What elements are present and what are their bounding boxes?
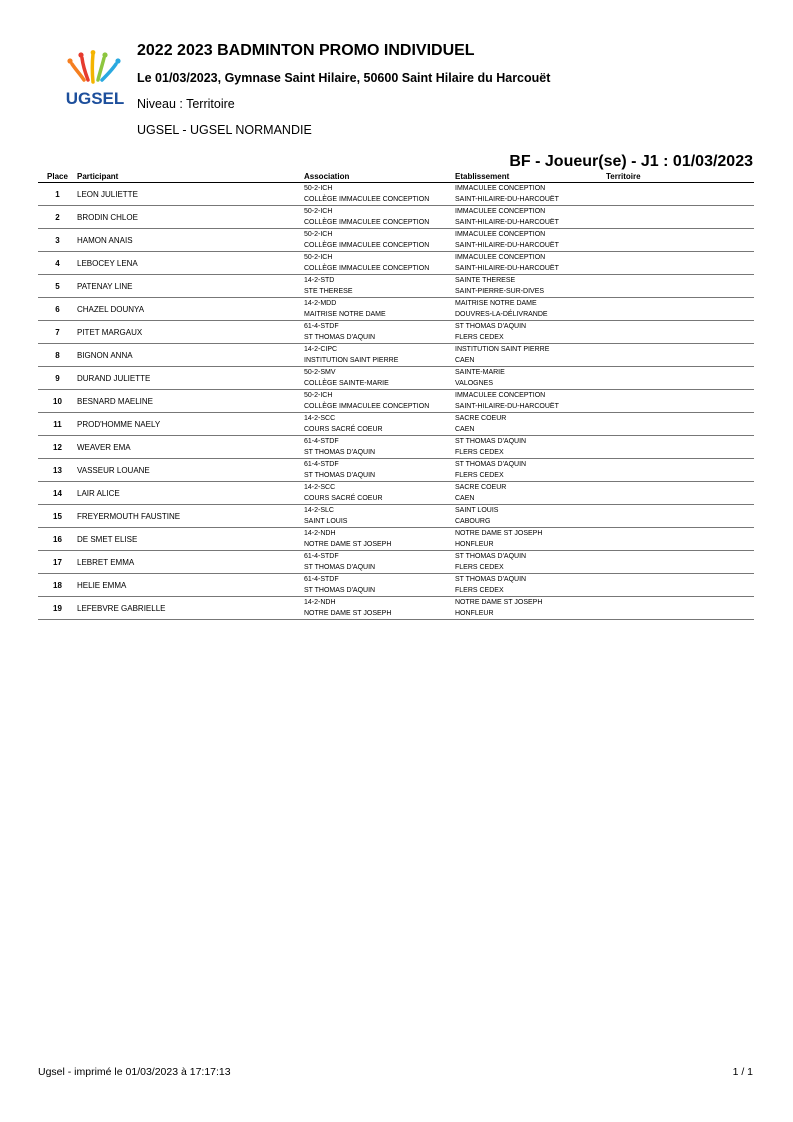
etablissement-name: SAINT LOUIS xyxy=(455,507,499,514)
etablissement-city: FLERS CEDEX xyxy=(455,562,606,574)
column-header-participant: Participant xyxy=(77,172,304,183)
place-cell: 18 xyxy=(38,574,77,597)
table-header-row xyxy=(38,172,754,183)
association-code: 14-2-SLC xyxy=(304,507,334,514)
ugsel-figures-icon xyxy=(62,50,128,108)
place-cell: 7 xyxy=(38,321,77,344)
column-header-place: Place xyxy=(38,172,77,183)
etablissement-name: NOTRE DAME ST JOSEPH xyxy=(455,599,543,606)
association-name: COLLÈGE IMMACULEE CONCEPTION xyxy=(304,401,455,413)
etablissement-city: HONFLEUR xyxy=(455,539,606,551)
participant-name: WEAVER EMA xyxy=(77,436,304,459)
place-cell: 11 xyxy=(38,413,77,436)
association-name: COLLÈGE IMMACULEE CONCEPTION xyxy=(304,240,455,252)
association-code: 14-2-NDH xyxy=(304,530,336,537)
table-row xyxy=(38,574,754,586)
etablissement-city: SAINT-HILAIRE-DU-HARCOUËT xyxy=(455,240,606,252)
participant-name: BRODIN CHLOE xyxy=(77,206,304,229)
place-cell: 12 xyxy=(38,436,77,459)
association-name: NOTRE DAME ST JOSEPH xyxy=(304,608,455,620)
table-row xyxy=(38,367,754,379)
place-cell: 15 xyxy=(38,505,77,528)
table-row xyxy=(38,597,754,609)
territoire-cell xyxy=(606,229,754,252)
logo-text: UGSEL xyxy=(65,89,125,108)
etablissement-city: FLERS CEDEX xyxy=(455,447,606,459)
etablissement-city: VALOGNES xyxy=(455,378,606,390)
participant-name: VASSEUR LOUANE xyxy=(77,459,304,482)
association-code: 50-2-ICH xyxy=(304,231,333,238)
page-number: 1 / 1 xyxy=(732,1066,753,1078)
association-code: 50-2-ICH xyxy=(304,254,333,261)
participant-name: LEFEBVRE GABRIELLE xyxy=(77,597,304,620)
event-subtitle: Le 01/03/2023, Gymnase Saint Hilaire, 50600 Saint Hilaire du Harcouët xyxy=(137,71,551,85)
territoire-cell xyxy=(606,597,754,620)
place-cell: 5 xyxy=(38,275,77,298)
association-name: NOTRE DAME ST JOSEPH xyxy=(304,539,455,551)
territoire-cell xyxy=(606,183,754,206)
etablissement-name: IMMACULEE CONCEPTION xyxy=(455,185,546,192)
territoire-cell xyxy=(606,551,754,574)
place-cell: 13 xyxy=(38,459,77,482)
table-row xyxy=(38,229,754,241)
table-row xyxy=(38,298,754,310)
participant-name: LEON JULIETTE xyxy=(77,183,304,206)
table-row xyxy=(38,551,754,563)
table-row xyxy=(38,413,754,425)
etablissement-city: SAINT-HILAIRE-DU-HARCOUËT xyxy=(455,263,606,275)
etablissement-city: CAEN xyxy=(455,424,606,436)
association-name: SAINT LOUIS xyxy=(304,516,455,528)
column-header-etablissement: Etablissement xyxy=(455,172,606,183)
etablissement-city: CAEN xyxy=(455,493,606,505)
etablissement-name: ST THOMAS D'AQUIN xyxy=(455,576,527,583)
level-label: Niveau : Territoire xyxy=(137,97,235,111)
participant-name: DE SMET ELISE xyxy=(77,528,304,551)
etablissement-city: FLERS CEDEX xyxy=(455,470,606,482)
participant-name: CHAZEL DOUNYA xyxy=(77,298,304,321)
ugsel-logo xyxy=(62,50,128,108)
column-header-territoire: Territoire xyxy=(606,172,754,183)
territoire-cell xyxy=(606,344,754,367)
association-code: 61-4-STDF xyxy=(304,323,339,330)
territoire-cell xyxy=(606,574,754,597)
association-name: STE THERESE xyxy=(304,286,455,298)
participant-name: BESNARD MAELINE xyxy=(77,390,304,413)
etablissement-city: SAINT-HILAIRE-DU-HARCOUËT xyxy=(455,401,606,413)
association-code: 61-4-STDF xyxy=(304,553,339,560)
association-code: 14-2-SCC xyxy=(304,415,336,422)
etablissement-name: SACRE COEUR xyxy=(455,415,507,422)
territoire-cell xyxy=(606,321,754,344)
etablissement-city: HONFLEUR xyxy=(455,608,606,620)
association-name: INSTITUTION SAINT PIERRE xyxy=(304,355,455,367)
participant-name: LEBOCEY LENA xyxy=(77,252,304,275)
place-cell: 17 xyxy=(38,551,77,574)
etablissement-city: CAEN xyxy=(455,355,606,367)
participant-name: LAIR ALICE xyxy=(77,482,304,505)
association-name: ST THOMAS D'AQUIN xyxy=(304,585,455,597)
table-row xyxy=(38,206,754,218)
association-code: 50-2-ICH xyxy=(304,208,333,215)
place-cell: 3 xyxy=(38,229,77,252)
table-row xyxy=(38,505,754,517)
etablissement-city: SAINT-HILAIRE-DU-HARCOUËT xyxy=(455,194,606,206)
territoire-cell xyxy=(606,252,754,275)
table-row xyxy=(38,183,754,195)
association-name: COLLÈGE IMMACULEE CONCEPTION xyxy=(304,194,455,206)
territoire-cell xyxy=(606,482,754,505)
association-code: 61-4-STDF xyxy=(304,438,339,445)
territoire-cell xyxy=(606,528,754,551)
participant-name: HAMON ANAIS xyxy=(77,229,304,252)
place-cell: 16 xyxy=(38,528,77,551)
association-name: COURS SACRÉ COEUR xyxy=(304,493,455,505)
etablissement-city: FLERS CEDEX xyxy=(455,585,606,597)
association-name: COLLÈGE SAINTE-MARIE xyxy=(304,378,455,390)
etablissement-city: CABOURG xyxy=(455,516,606,528)
participant-name: BIGNON ANNA xyxy=(77,344,304,367)
place-cell: 19 xyxy=(38,597,77,620)
participant-name: LEBRET EMMA xyxy=(77,551,304,574)
etablissement-name: ST THOMAS D'AQUIN xyxy=(455,461,527,468)
table-row xyxy=(38,436,754,448)
etablissement-name: NOTRE DAME ST JOSEPH xyxy=(455,530,543,537)
territoire-cell xyxy=(606,459,754,482)
etablissement-name: SAINTE-MARIE xyxy=(455,369,505,376)
etablissement-city: DOUVRES-LA-DÉLIVRANDE xyxy=(455,309,606,321)
association-code: 14-2-NDH xyxy=(304,599,336,606)
column-header-association: Association xyxy=(304,172,455,183)
etablissement-name: SAINTE THERESE xyxy=(455,277,516,284)
association-code: 14-2-MDD xyxy=(304,300,337,307)
etablissement-city: SAINT-HILAIRE-DU-HARCOUËT xyxy=(455,217,606,229)
territoire-cell xyxy=(606,367,754,390)
association-name: COLLÈGE IMMACULEE CONCEPTION xyxy=(304,263,455,275)
association-name: ST THOMAS D'AQUIN xyxy=(304,332,455,344)
association-name: ST THOMAS D'AQUIN xyxy=(304,470,455,482)
etablissement-name: MAITRISE NOTRE DAME xyxy=(455,300,537,307)
etablissement-name: IMMACULEE CONCEPTION xyxy=(455,231,546,238)
etablissement-city: SAINT-PIERRE-SUR-DIVES xyxy=(455,286,606,298)
etablissement-name: ST THOMAS D'AQUIN xyxy=(455,323,527,330)
results-table xyxy=(38,172,754,620)
table-row xyxy=(38,321,754,333)
results-body xyxy=(38,183,754,620)
section-title: BF - Joueur(se) - J1 : 01/03/2023 xyxy=(509,153,753,170)
table-row xyxy=(38,390,754,402)
territoire-cell xyxy=(606,298,754,321)
association-code: 61-4-STDF xyxy=(304,461,339,468)
table-row xyxy=(38,344,754,356)
association-code: 50-2-ICH xyxy=(304,185,333,192)
association-name: ST THOMAS D'AQUIN xyxy=(304,447,455,459)
territoire-cell xyxy=(606,413,754,436)
association-code: 50-2-ICH xyxy=(304,392,333,399)
place-cell: 14 xyxy=(38,482,77,505)
etablissement-name: IMMACULEE CONCEPTION xyxy=(455,254,546,261)
association-code: 14-2-STD xyxy=(304,277,335,284)
table-row xyxy=(38,252,754,264)
association-code: 50-2-SMV xyxy=(304,369,336,376)
etablissement-name: SACRE COEUR xyxy=(455,484,507,491)
place-cell: 4 xyxy=(38,252,77,275)
place-cell: 10 xyxy=(38,390,77,413)
association-name: MAITRISE NOTRE DAME xyxy=(304,309,455,321)
participant-name: PATENAY LINE xyxy=(77,275,304,298)
participant-name: PROD'HOMME NAELY xyxy=(77,413,304,436)
participant-name: FREYERMOUTH FAUSTINE xyxy=(77,505,304,528)
table-row xyxy=(38,482,754,494)
participant-name: HELIE EMMA xyxy=(77,574,304,597)
table-row xyxy=(38,459,754,471)
place-cell: 9 xyxy=(38,367,77,390)
etablissement-name: ST THOMAS D'AQUIN xyxy=(455,553,527,560)
place-cell: 1 xyxy=(38,183,77,206)
table-row xyxy=(38,528,754,540)
table-row xyxy=(38,275,754,287)
association-name: COURS SACRÉ COEUR xyxy=(304,424,455,436)
association-code: 61-4-STDF xyxy=(304,576,339,583)
etablissement-name: IMMACULEE CONCEPTION xyxy=(455,208,546,215)
participant-name: PITET MARGAUX xyxy=(77,321,304,344)
association-name: ST THOMAS D'AQUIN xyxy=(304,562,455,574)
organisation-label: UGSEL - UGSEL NORMANDIE xyxy=(137,123,312,137)
etablissement-name: IMMACULEE CONCEPTION xyxy=(455,392,546,399)
territoire-cell xyxy=(606,436,754,459)
territoire-cell xyxy=(606,390,754,413)
participant-name: DURAND JULIETTE xyxy=(77,367,304,390)
association-code: 14-2-SCC xyxy=(304,484,336,491)
association-name: COLLÈGE IMMACULEE CONCEPTION xyxy=(304,217,455,229)
association-code: 14-2-CIPC xyxy=(304,346,338,353)
print-timestamp: Ugsel - imprimé le 01/03/2023 à 17:17:13 xyxy=(38,1066,231,1078)
page-title: 2022 2023 BADMINTON PROMO INDIVIDUEL xyxy=(137,42,475,59)
place-cell: 2 xyxy=(38,206,77,229)
territoire-cell xyxy=(606,505,754,528)
place-cell: 6 xyxy=(38,298,77,321)
territoire-cell xyxy=(606,275,754,298)
etablissement-city: FLERS CEDEX xyxy=(455,332,606,344)
territoire-cell xyxy=(606,206,754,229)
place-cell: 8 xyxy=(38,344,77,367)
etablissement-name: INSTITUTION SAINT PIERRE xyxy=(455,346,550,353)
etablissement-name: ST THOMAS D'AQUIN xyxy=(455,438,527,445)
